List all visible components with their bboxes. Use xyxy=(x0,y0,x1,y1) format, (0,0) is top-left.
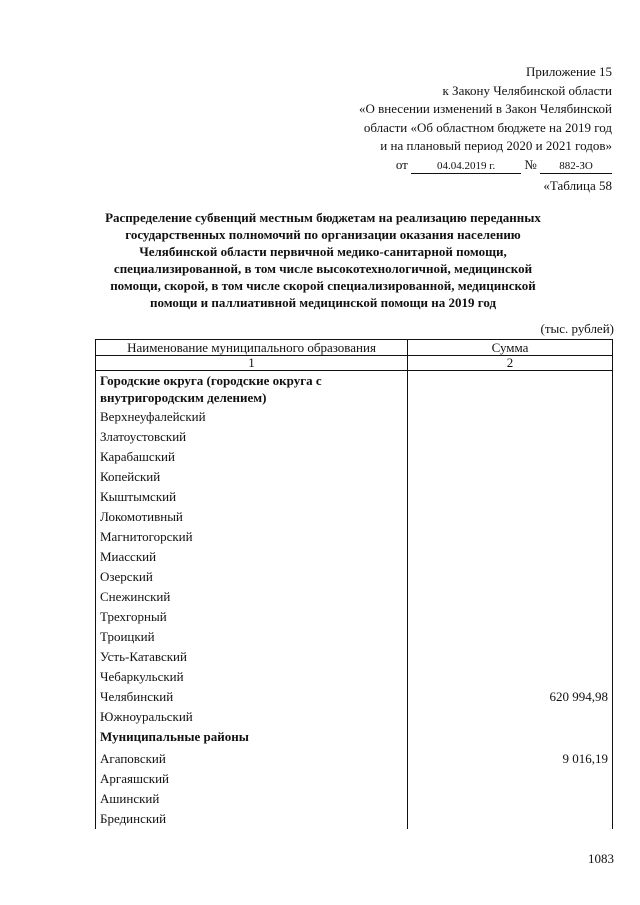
table-row xyxy=(96,627,613,647)
municipality-name: Верхнеуфалейский xyxy=(96,407,408,427)
table-row xyxy=(96,667,613,687)
municipality-name: Магнитогорский xyxy=(96,527,408,547)
amount-value xyxy=(408,427,613,447)
amount-value xyxy=(408,547,613,567)
municipality-name: Озерский xyxy=(96,567,408,587)
municipality-name: Муниципальные районы xyxy=(96,727,408,749)
amount-value xyxy=(408,707,613,727)
amount-value xyxy=(408,647,613,667)
amount-value xyxy=(408,371,613,408)
municipality-name: Троицкий xyxy=(96,627,408,647)
table-row xyxy=(96,407,613,427)
table-row xyxy=(96,789,613,809)
table-row xyxy=(96,647,613,667)
table-row xyxy=(96,447,613,467)
date-prefix: от xyxy=(395,156,408,172)
amount-value: 620 994,98 xyxy=(408,687,613,707)
law-number: 882-ЗО xyxy=(540,159,612,174)
amount-value xyxy=(408,507,613,527)
amount-value xyxy=(408,487,613,507)
amount-value xyxy=(408,727,613,749)
amount-value xyxy=(408,407,613,427)
table-row xyxy=(96,427,613,447)
amount-value xyxy=(408,467,613,487)
table-row xyxy=(96,607,613,627)
amount-value xyxy=(408,587,613,607)
municipality-name: Южноуральский xyxy=(96,707,408,727)
municipality-name: Кыштымский xyxy=(96,487,408,507)
column-number: 2 xyxy=(408,356,613,371)
municipality-name: Челябинский xyxy=(96,687,408,707)
page-number: 1083 xyxy=(588,851,614,866)
table-group-row xyxy=(96,371,613,408)
amount-value xyxy=(408,789,613,809)
municipality-name: Златоустовский xyxy=(96,427,408,447)
table-label: «Таблица 58 xyxy=(543,178,612,193)
table-row xyxy=(96,527,613,547)
amount-value xyxy=(408,627,613,647)
law-date: 04.04.2019 г. xyxy=(411,159,521,174)
municipality-name: Агаповский xyxy=(96,749,408,769)
distribution-table xyxy=(95,339,613,829)
table-row xyxy=(96,707,613,727)
table-row xyxy=(96,809,613,829)
table-row xyxy=(96,567,613,587)
table-row xyxy=(96,769,613,789)
column-header-amount: Сумма xyxy=(408,340,613,356)
table-row xyxy=(96,547,613,567)
table-row xyxy=(96,687,613,707)
appendix-line: к Закону Челябинской области xyxy=(442,82,612,98)
table-body xyxy=(96,371,613,830)
municipality-name: Локомотивный xyxy=(96,507,408,527)
column-header-name: Наименование муниципального образования xyxy=(96,340,408,356)
column-number: 1 xyxy=(96,356,408,371)
table-row xyxy=(96,487,613,507)
appendix-header xyxy=(359,63,612,174)
table-row xyxy=(96,749,613,769)
amount-value: 9 016,19 xyxy=(408,749,613,769)
amount-value xyxy=(408,809,613,829)
table-row xyxy=(96,587,613,607)
municipality-name: Снежинский xyxy=(96,587,408,607)
municipality-name: Трехгорный xyxy=(96,607,408,627)
column-number-row xyxy=(96,356,613,371)
appendix-line: «О внесении изменений в Закон Челябинской xyxy=(358,101,612,116)
units-label: (тыс. рублей) xyxy=(540,321,614,336)
document-title: Распределение субвенций местным бюджетам на реализацию переданных государственных полномочий по организации оказания населению Челябинской области первичной медико-санитарной помощи, специализированной, в том числе высокотехнологичной, медицинской помощи, скорой, в том числе скорой специализированной, медицинской помощи и паллиативной медицинской помощи на 2019 год xyxy=(105,210,541,310)
municipality-name: Аргаяшский xyxy=(96,769,408,789)
amount-value xyxy=(408,769,613,789)
municipality-name: Городские округа (городские округа с внутригородским делением) xyxy=(96,371,408,408)
appendix-line: и на плановый период 2020 и 2021 годов» xyxy=(380,138,612,153)
table-row xyxy=(96,467,613,487)
municipality-name: Ашинский xyxy=(96,789,408,809)
appendix-line: Приложение 15 xyxy=(525,64,612,79)
municipality-name: Брединский xyxy=(96,809,408,829)
amount-value xyxy=(408,447,613,467)
municipality-name: Карабашский xyxy=(96,447,408,467)
municipality-name: Усть-Катавский xyxy=(96,647,408,667)
municipality-name: Миасский xyxy=(96,547,408,567)
amount-value xyxy=(408,527,613,547)
amount-value xyxy=(408,667,613,687)
law-date-number-line xyxy=(359,156,612,175)
table-header-row xyxy=(96,340,613,356)
municipality-name: Копейский xyxy=(96,467,408,487)
number-prefix: № xyxy=(524,156,537,172)
table-group-row xyxy=(96,727,613,749)
table-row xyxy=(96,507,613,527)
appendix-line: области «Об областном бюджете на 2019 год xyxy=(363,119,612,135)
municipality-name: Чебаркульский xyxy=(96,667,408,687)
amount-value xyxy=(408,607,613,627)
amount-value xyxy=(408,567,613,587)
